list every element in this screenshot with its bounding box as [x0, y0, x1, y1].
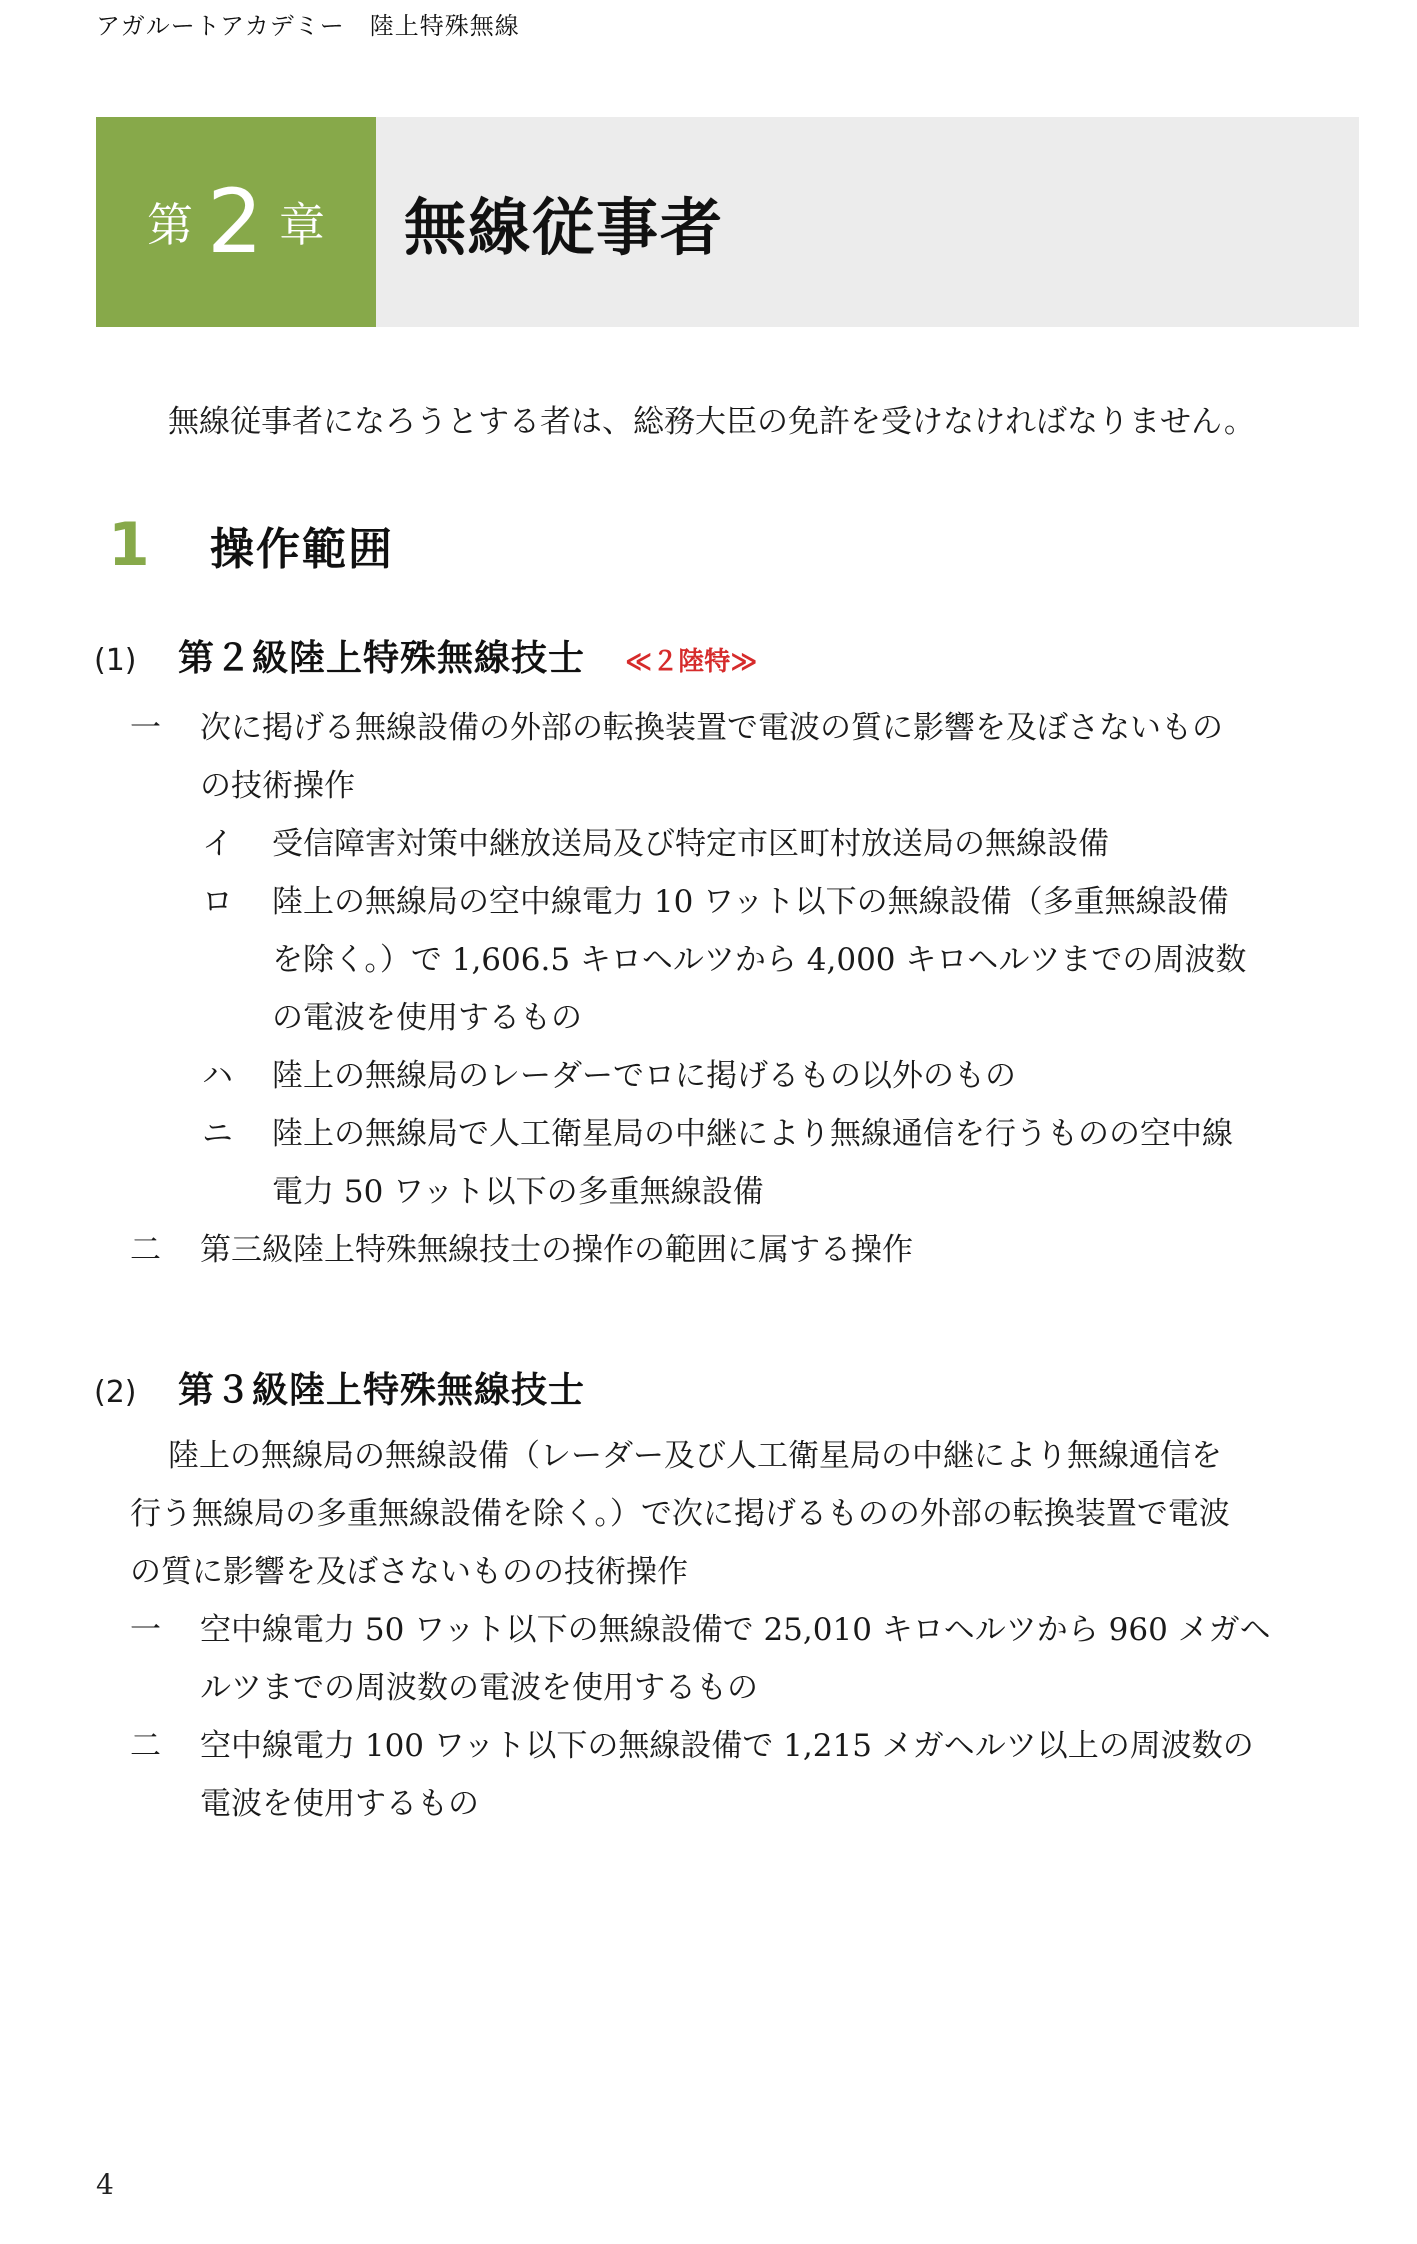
item-marker: 二 [130, 1232, 161, 1268]
paragraph-line: 陸上の無線局の無線設備（レーダー及び人工衛星局の中継により無線通信を [168, 1438, 1222, 1474]
item-marker: ニ [202, 1116, 233, 1152]
item-text: 次に掲げる無線設備の外部の転換装置で電波の質に影響を及ぼさないもの [200, 710, 1223, 746]
subsection-title: 第３級陸上特殊無線技士 [178, 1370, 586, 1411]
item-text: 第三級陸上特殊無線技士の操作の範囲に属する操作 [200, 1232, 913, 1268]
paragraph-line: の質に影響を及ぼさないものの技術操作 [130, 1554, 688, 1590]
chapter-number-block [96, 117, 376, 327]
item-text: 電波を使用するもの [200, 1786, 479, 1822]
item-text: の電波を使用するもの [272, 1000, 582, 1036]
chapter-title: 無線従事者 [404, 190, 725, 264]
subsection-title: 第２級陸上特殊無線技士 [178, 638, 586, 679]
section-heading [108, 510, 394, 580]
item-text: 陸上の無線局で人工衛星局の中継により無線通信を行うものの空中線 [272, 1116, 1233, 1152]
item-marker: イ [202, 826, 233, 862]
chapter-banner [96, 117, 1359, 327]
item-text: 電力 50 ワット以下の多重無線設備 [272, 1174, 764, 1210]
subsection-heading-2 [94, 1362, 585, 1413]
chapter-suffix: 章 [279, 198, 325, 252]
level-badge: ≪２陸特≫ [625, 647, 758, 677]
paragraph-line: 行う無線局の多重無線設備を除く。）で次に掲げるものの外部の転換装置で電波 [130, 1496, 1230, 1532]
item-marker: 一 [130, 1612, 161, 1648]
item-marker: ハ [202, 1058, 233, 1094]
chapter-number: 2 [207, 170, 263, 273]
subsection-number: (2) [94, 1375, 137, 1410]
running-header: アガルートアカデミー 陸上特殊無線 [96, 12, 520, 40]
item-text: の技術操作 [200, 768, 355, 804]
item-text: 空中線電力 50 ワット以下の無線設備で 25,010 キロヘルツから 960 メガヘ [200, 1612, 1271, 1648]
subsection-number: (1) [94, 643, 137, 678]
item-text: 空中線電力 100 ワット以下の無線設備で 1,215 メガヘルツ以上の周波数の [200, 1728, 1254, 1764]
page-number: 4 [96, 2168, 114, 2201]
item-marker: 一 [130, 710, 161, 746]
item-text: ルツまでの周波数の電波を使用するもの [200, 1670, 758, 1706]
item-text: 陸上の無線局の空中線電力 10 ワット以下の無線設備（多重無線設備 [272, 884, 1229, 920]
item-marker: ロ [202, 884, 233, 920]
section-title: 操作範囲 [210, 524, 394, 575]
item-text: 受信障害対策中継放送局及び特定市区町村放送局の無線設備 [272, 826, 1109, 862]
item-marker: 二 [130, 1728, 161, 1764]
chapter-prefix: 第 [147, 198, 193, 252]
item-text: を除く。）で 1,606.5 キロヘルツから 4,000 キロヘルツまでの周波数 [272, 942, 1247, 978]
intro-text: 無線従事者になろうとする者は、総務大臣の免許を受けなければなりません。 [168, 404, 1255, 440]
section-number: 1 [108, 510, 150, 580]
subsection-heading-1 [94, 630, 757, 681]
item-text: 陸上の無線局のレーダーでロに掲げるもの以外のもの [272, 1058, 1016, 1094]
